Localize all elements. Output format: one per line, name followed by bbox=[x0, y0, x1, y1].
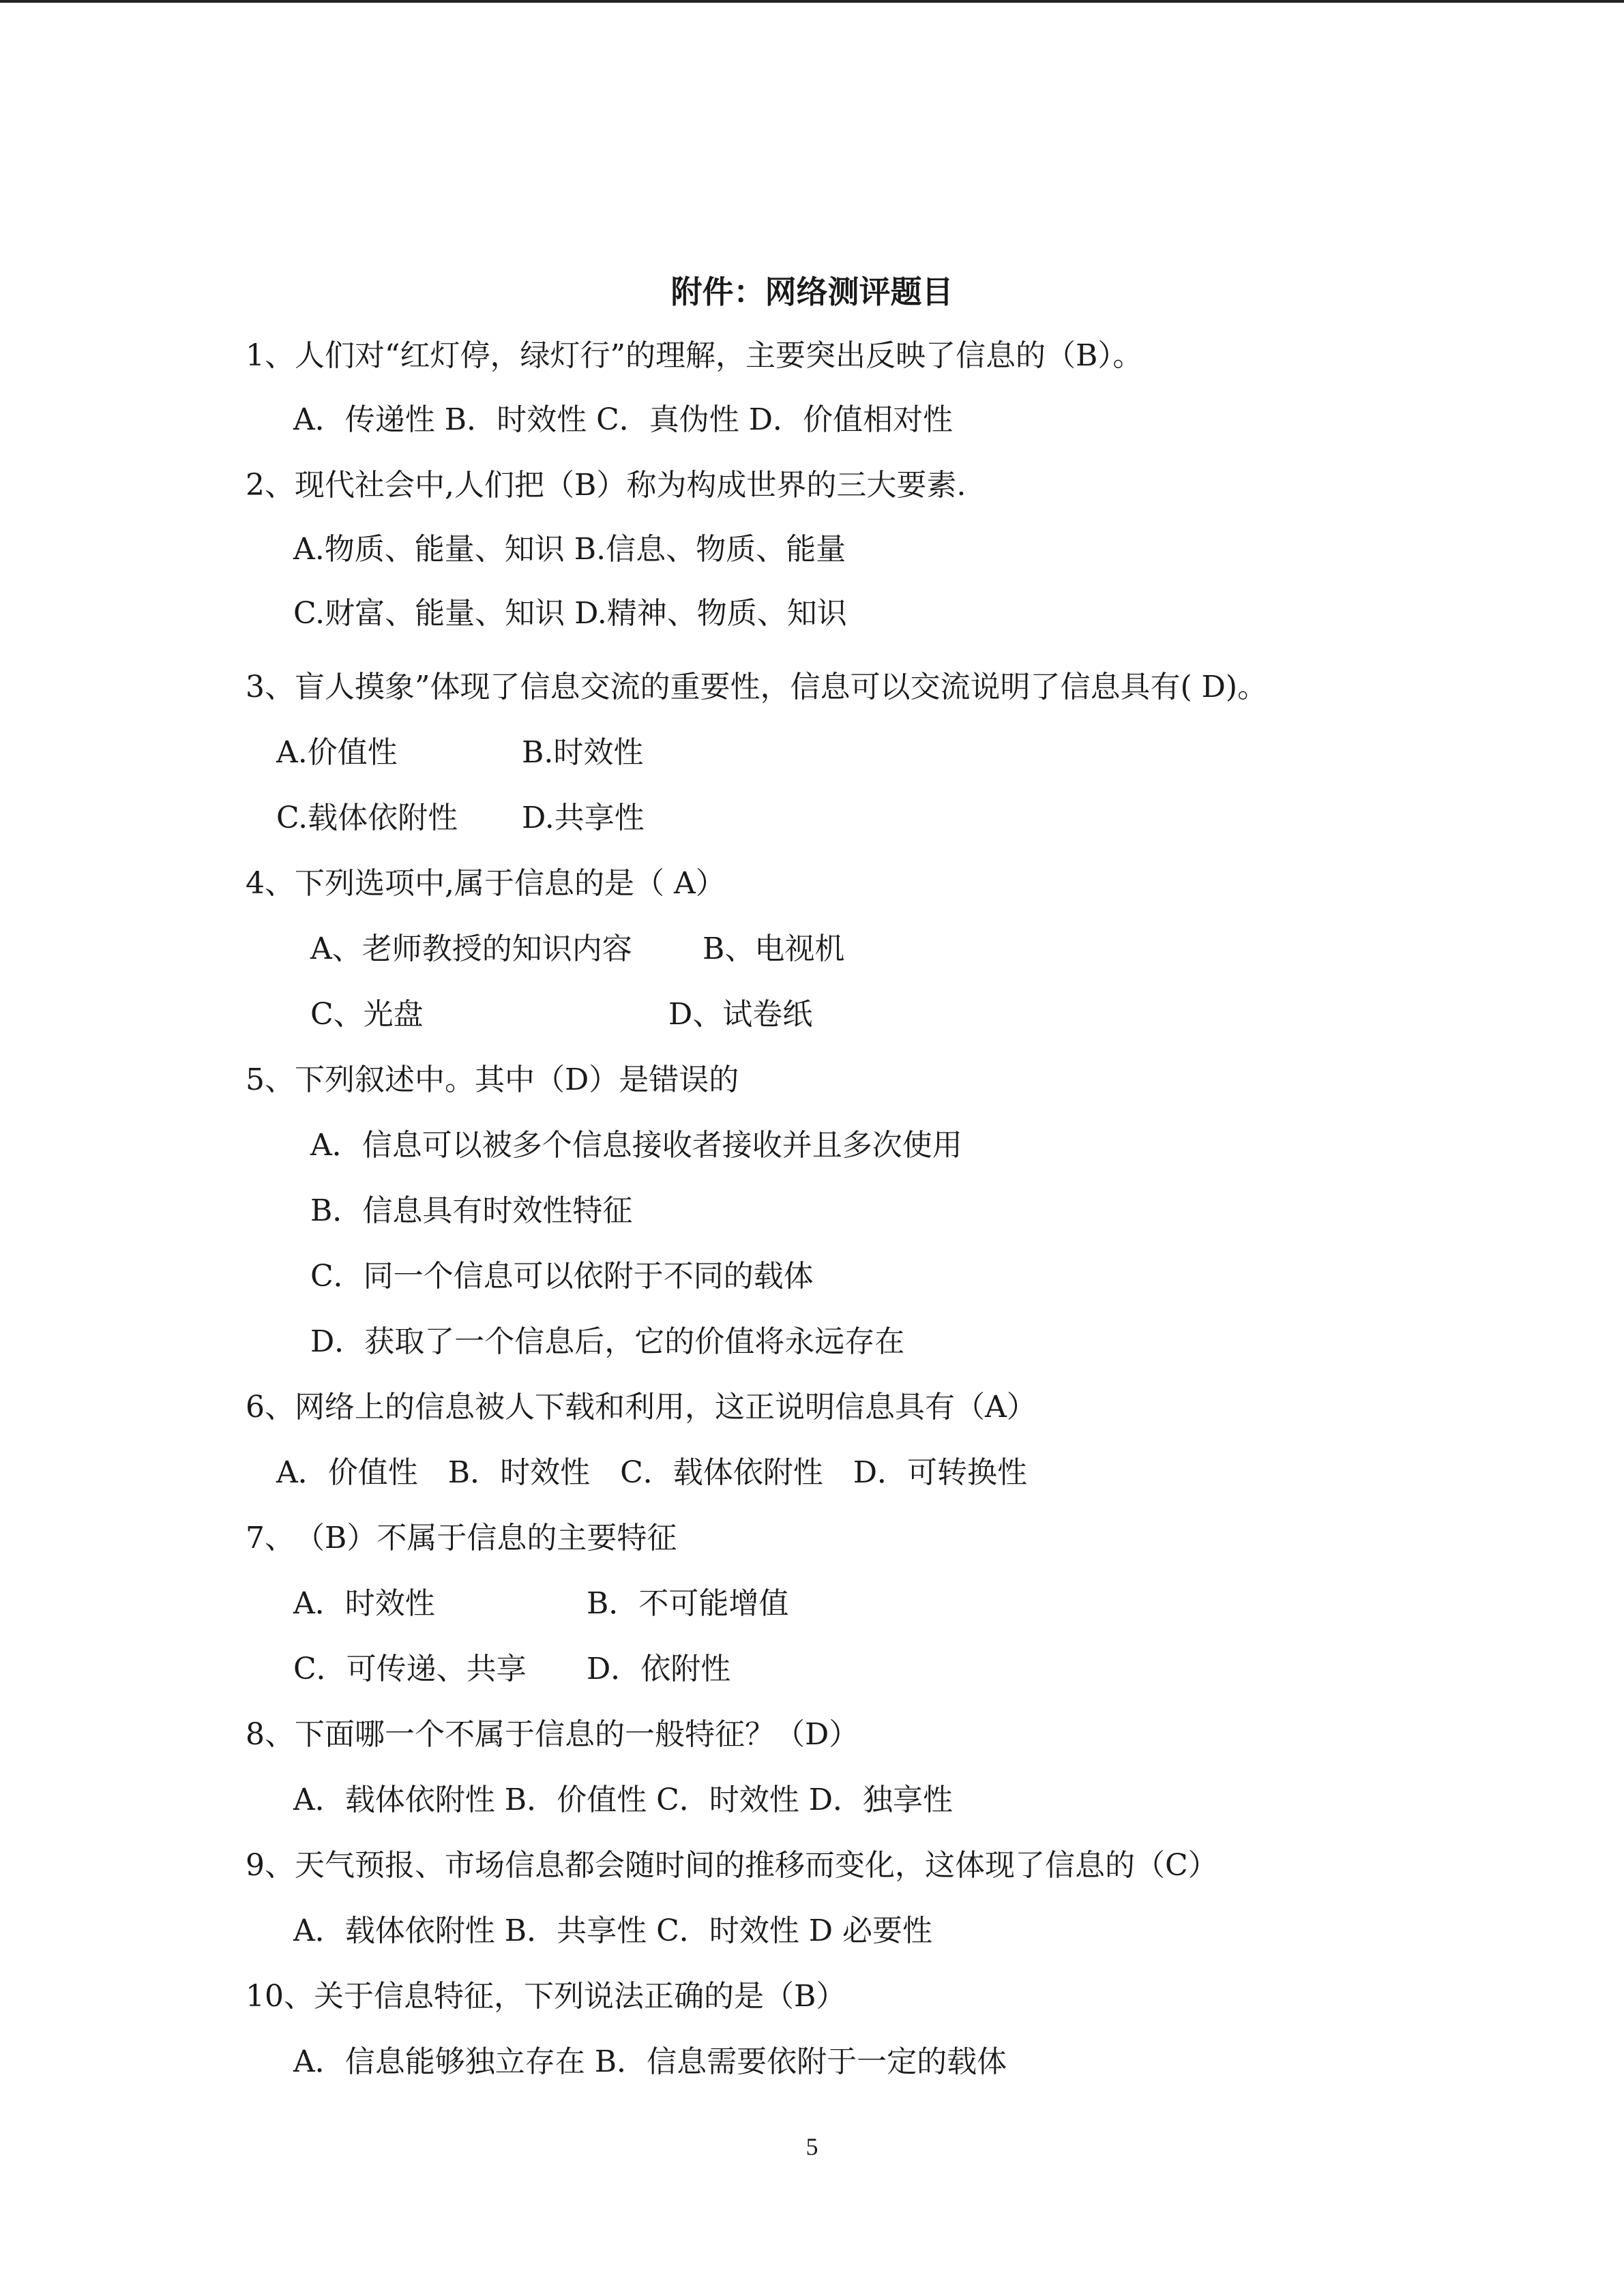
page-title: 附件：网络测评题目 bbox=[670, 273, 954, 310]
page-number: 5 bbox=[806, 2133, 818, 2160]
question-2-options-row-2: C.财富、能量、知识 D.精神、物质、知识 bbox=[293, 596, 847, 631]
question-4-option-b: B、电视机 bbox=[703, 931, 845, 966]
question-4-option-c: C、光盘 bbox=[310, 997, 424, 1032]
question-3: 3、盲人摸象”体现了信息交流的重要性，信息可以交流说明了信息具有( D)。 bbox=[246, 670, 1268, 704]
question-5: 5、下列叙述中。其中（D）是错误的 bbox=[246, 1062, 739, 1097]
question-7-option-a: A．时效性 bbox=[293, 1586, 435, 1621]
question-6: 6、网络上的信息被人下载和利用，这正说明信息具有（A） bbox=[246, 1390, 1037, 1425]
question-2-options-row-1: A.物质、能量、知识 B.信息、物质、能量 bbox=[293, 532, 846, 567]
question-7-option-b: B．不可能增值 bbox=[587, 1586, 789, 1621]
question-3-option-a: A.价值性 bbox=[276, 735, 398, 770]
question-2: 2、现代社会中,人们把（B）称为构成世界的三大要素. bbox=[246, 468, 966, 503]
question-10: 10、关于信息特征，下列说法正确的是（B） bbox=[246, 1979, 846, 2014]
question-4-option-a: A、老师教授的知识内容 bbox=[310, 931, 632, 966]
question-7: 7、 （B）不属于信息的主要特征 bbox=[246, 1521, 677, 1555]
question-8-options: A．载体依附性 B．价值性 C．时效性 D．独享性 bbox=[293, 1783, 954, 1817]
question-7-option-c: C．可传递、共享 bbox=[293, 1652, 527, 1686]
question-9-options: A．载体依附性 B．共享性 C．时效性 D 必要性 bbox=[293, 1913, 932, 1948]
question-9: 9、天气预报、市场信息都会随时间的推移而变化，这体现了信息的（C） bbox=[246, 1848, 1218, 1883]
question-5-option-c: C．同一个信息可以依附于不同的载体 bbox=[310, 1259, 814, 1294]
question-5-option-b: B．信息具有时效性特征 bbox=[310, 1193, 633, 1228]
question-3-option-b: B.时效性 bbox=[522, 735, 644, 770]
question-4-option-d: D、试卷纸 bbox=[668, 997, 813, 1032]
question-3-option-d: D.共享性 bbox=[522, 801, 645, 835]
top-border-rule bbox=[0, 0, 1624, 3]
question-5-option-d: D．获取了一个信息后，它的价值将永远存在 bbox=[310, 1324, 905, 1359]
question-8: 8、下面哪一个不属于信息的一般特征？（D） bbox=[246, 1717, 859, 1752]
question-10-options: A．信息能够独立存在 B．信息需要依附于一定的载体 bbox=[293, 2044, 1007, 2079]
question-3-option-c: C.载体依附性 bbox=[276, 801, 458, 835]
question-1: 1、人们对“红灯停，绿灯行”的理解，主要突出反映了信息的（B）。 bbox=[246, 338, 1143, 373]
question-4: 4、下列选项中,属于信息的是（ A） bbox=[246, 866, 726, 901]
question-1-options: A．传递性 B．时效性 C．真伪性 D．价值相对性 bbox=[293, 402, 954, 437]
question-5-option-a: A．信息可以被多个信息接收者接收并且多次使用 bbox=[310, 1128, 962, 1163]
question-7-option-d: D．依附性 bbox=[587, 1652, 731, 1686]
question-6-options: A．价值性 B．时效性 C．载体依附性 D．可转换性 bbox=[276, 1455, 1028, 1490]
